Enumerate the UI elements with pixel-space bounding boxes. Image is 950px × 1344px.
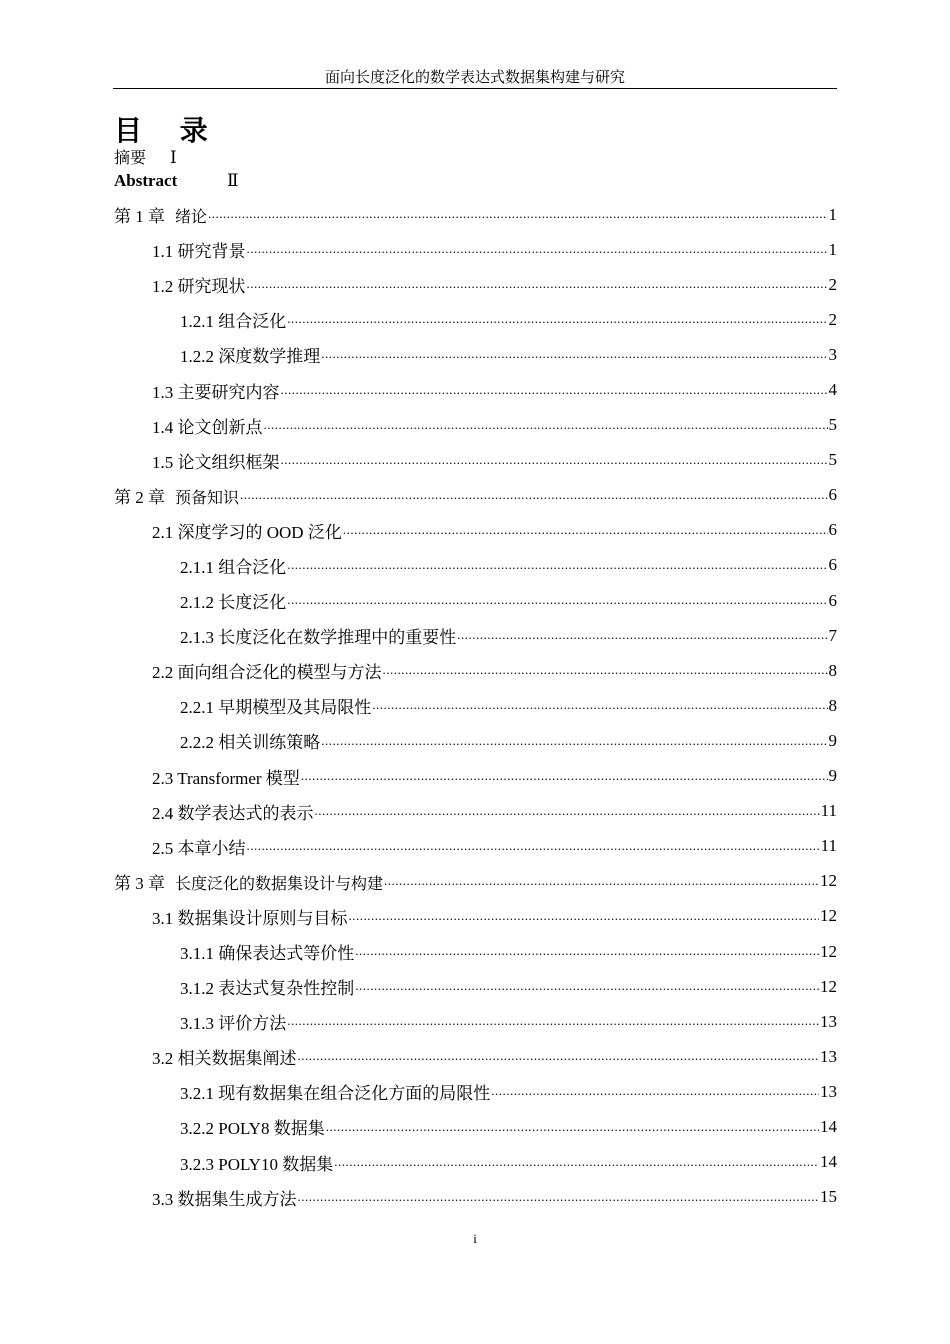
toc-chapter-entry[interactable] [114,864,837,899]
toc-entry-page: 12 [820,871,837,891]
toc-dot-leader [287,589,827,611]
toc-dot-leader [287,308,827,330]
toc-entry-title: 1.3 主要研究内容 [152,382,280,402]
toc-entry-page: 12 [820,976,837,996]
toc-entry-page: 13 [820,1046,837,1066]
toc-dot-leader [240,484,827,506]
toc-entry-page: 13 [820,1011,837,1031]
toc-front-item-label: 摘要 [114,148,147,167]
toc-dot-leader [247,238,828,260]
toc-dot-leader [287,1010,819,1032]
toc-chapter-entry[interactable] [114,478,837,513]
toc-dot-leader [208,203,827,225]
page-number: i [473,1231,477,1246]
toc-entry-page: 5 [828,415,837,435]
toc-entry-page: 11 [820,836,837,856]
toc-subsection-entry[interactable] [114,1074,837,1109]
toc-entry-title [114,202,207,227]
toc-entry-title: 3.2.2 POLY8 数据集 [180,1119,325,1139]
toc-dot-leader [321,730,827,752]
toc-entry-title: 1.2.1 组合泛化 [180,312,287,332]
toc-section-entry[interactable] [114,513,837,548]
toc-section-entry[interactable] [114,443,837,478]
toc-entry-page: 3 [828,344,837,364]
toc-entry-page: 2 [828,274,837,294]
toc-entry-page: 14 [820,1116,837,1136]
toc-dot-leader [264,414,828,436]
toc-chapter-number: 第 1 章 [114,207,165,227]
toc-entry-title: 2.2 面向组合泛化的模型与方法 [152,663,382,683]
toc-subsection-entry[interactable] [114,934,837,969]
toc-entry-title: 3.1.3 评价方法 [180,1014,287,1034]
toc-front-item-page: Ⅱ [227,171,239,190]
toc-dot-leader [281,449,828,471]
toc-front-item-abstract-en[interactable] [114,170,239,192]
toc-dot-leader [349,905,820,927]
toc-dot-leader [247,835,820,857]
toc-section-entry[interactable] [114,267,837,302]
toc-chapter-title: 长度泛化的数据集设计与构建 [175,873,384,893]
toc-entry-title: 1.2.2 深度数学推理 [180,347,321,367]
toc-entry-title: 3.2 相关数据集阐述 [152,1049,297,1069]
toc-section-entry[interactable] [114,408,837,443]
toc-dot-leader [281,379,828,401]
toc-entry-page: 6 [828,590,837,610]
toc-entry-page: 6 [828,520,837,540]
running-header: 面向长度泛化的数学表达式数据集构建与研究 [324,70,625,86]
toc-entry-page: 2 [828,309,837,329]
toc-entry-page: 5 [828,450,837,470]
toc-section-entry[interactable] [114,899,837,934]
toc-entry-page: 1 [828,204,837,224]
toc-entry-page: 13 [820,1081,837,1101]
toc-entry-page: 9 [828,766,837,786]
toc-dot-leader [372,694,827,716]
toc-chapter-number: 第 3 章 [114,873,165,893]
toc-section-entry[interactable] [114,1039,837,1074]
toc-entry-title: 2.4 数学表达式的表示 [152,803,314,823]
toc-entry-page: 1 [828,239,837,259]
toc-subsection-entry[interactable] [114,1109,837,1144]
toc-subsection-entry[interactable] [114,618,837,653]
toc-entry-page: 7 [828,625,837,645]
toc-dot-leader [321,343,827,365]
toc-entry-title: 2.1.1 组合泛化 [180,557,287,577]
toc-entry-title: 2.1.2 长度泛化 [180,593,287,613]
toc-subsection-entry[interactable] [114,969,837,1004]
toc-dot-leader [457,624,827,646]
toc-entry-page: 6 [828,485,837,505]
toc-subsection-entry[interactable] [114,548,837,583]
header-rule [113,88,837,89]
toc-heading: 目 录 [114,114,222,147]
toc-entry-title: 1.4 论文创新点 [152,417,263,437]
toc-entry-page: 8 [828,660,837,680]
toc-entry-page: 4 [828,380,837,400]
toc-section-entry[interactable] [114,794,837,829]
toc-subsection-entry[interactable] [114,1004,837,1039]
toc-dot-leader [343,519,828,541]
toc-entry-title: 3.1 数据集设计原则与目标 [152,908,348,928]
toc-entry-title: 3.2.1 现有数据集在组合泛化方面的局限性 [180,1084,491,1104]
toc-entry-title: 3.1.2 表达式复杂性控制 [180,979,355,999]
toc-subsection-entry[interactable] [114,723,837,758]
toc-dot-leader [383,659,828,681]
toc-subsection-entry[interactable] [114,688,837,723]
toc-chapter-title: 绪论 [175,207,208,227]
toc-subsection-entry[interactable] [114,1145,837,1180]
toc-entry-title: 2.3 Transformer 模型 [152,768,300,788]
toc-entry-page: 12 [820,941,837,961]
toc-dot-leader [315,800,820,822]
toc-chapter-title: 预备知识 [175,487,240,507]
toc-entry-title: 3.3 数据集生成方法 [152,1189,297,1209]
toc-dot-leader [355,975,819,997]
toc-front-item-label: Abstract [114,171,178,190]
toc-entry-title: 3.2.3 POLY10 数据集 [180,1154,334,1174]
toc-entry-page: 6 [828,555,837,575]
toc-entry-page: 9 [828,730,837,750]
toc-entry-page: 11 [820,801,837,821]
toc-dot-leader [355,940,819,962]
toc-dot-leader [301,765,828,787]
toc-entry-title: 2.5 本章小结 [152,838,246,858]
toc-section-entry[interactable] [114,1180,837,1215]
toc-dot-leader [287,554,827,576]
toc-front-item-page: Ⅰ [170,148,177,167]
toc-section-entry[interactable] [114,759,837,794]
toc-entry-page: 15 [820,1187,837,1207]
toc-subsection-entry[interactable] [114,583,837,618]
toc-entry-page: 12 [820,906,837,926]
toc-entry-title: 2.2.1 早期模型及其局限性 [180,698,372,718]
toc-entry-title: 2.1 深度学习的 OOD 泛化 [152,522,342,542]
toc-entry-title: 3.1.1 确保表达式等价性 [180,944,355,964]
toc-chapter-entry[interactable] [114,197,837,232]
toc-subsection-entry[interactable] [114,337,837,372]
toc-subsection-entry[interactable] [114,302,837,337]
toc-dot-leader [326,1116,819,1138]
toc-dot-leader [384,870,819,892]
toc-section-entry[interactable] [114,829,837,864]
toc-entry-page: 8 [828,695,837,715]
toc-section-entry[interactable] [114,232,837,267]
toc-dot-leader [247,273,828,295]
toc-dot-leader [298,1045,820,1067]
toc-section-entry[interactable] [114,653,837,688]
toc-entry-title [114,483,239,508]
toc-dot-leader [334,1151,819,1173]
toc-front-item-abstract-cn[interactable] [114,147,177,169]
toc-entry-title [114,869,383,894]
toc-entry-page: 14 [820,1152,837,1172]
toc-entry-title: 1.2 研究现状 [152,277,246,297]
toc-list [114,197,837,1215]
toc-dot-leader [491,1080,819,1102]
toc-dot-leader [298,1186,820,1208]
toc-entry-title: 1.1 研究背景 [152,242,246,262]
toc-entry-title: 1.5 论文组织框架 [152,452,280,472]
toc-entry-title: 2.1.3 长度泛化在数学推理中的重要性 [180,628,457,648]
toc-entry-title: 2.2.2 相关训练策略 [180,733,321,753]
toc-section-entry[interactable] [114,372,837,407]
toc-chapter-number: 第 2 章 [114,487,165,507]
